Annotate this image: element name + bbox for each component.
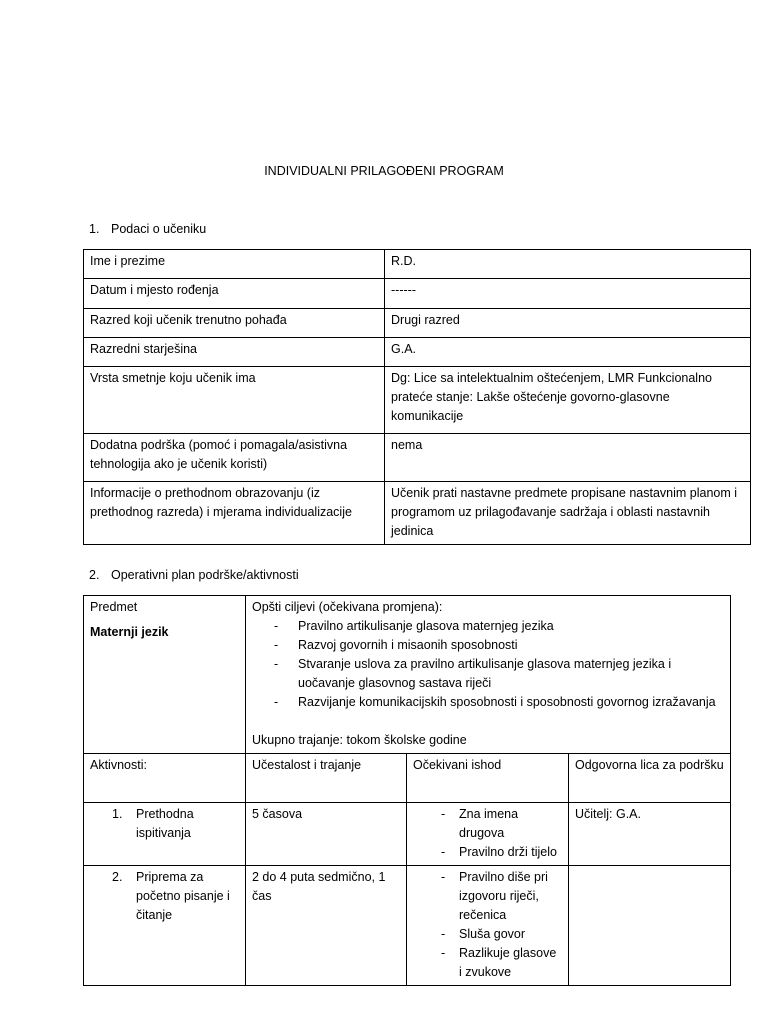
goals-cell xyxy=(246,596,731,754)
responsible-cell xyxy=(569,866,731,986)
list-item xyxy=(90,805,239,843)
table-row xyxy=(84,367,751,434)
activity-name: Priprema za početno pisanje i čitanje xyxy=(136,870,230,922)
row-value: G.A. xyxy=(385,338,751,367)
responsible-cell: Učitelj: G.A. xyxy=(569,803,731,866)
list-item: - Razvijanje komunikacijskih sposobnosti i sposobnosti govornog izražavanja xyxy=(252,693,724,712)
list-item: - Pravilno artikulisanje glasova maternjeg jezika xyxy=(252,617,724,636)
total-duration: Ukupno trajanje: tokom školske godine xyxy=(252,733,467,747)
column-header: Odgovorna lica za podršku xyxy=(569,754,731,803)
list-item: - Pravilno diše pri izgovoru riječi, rečenica xyxy=(413,868,562,925)
frequency-cell: 2 do 4 puta sedmično, 1 čas xyxy=(246,866,407,986)
row-label: Datum i mjesto rođenja xyxy=(84,279,385,309)
subject-label: Predmet xyxy=(90,600,138,614)
row-label: Ime i prezime xyxy=(84,250,385,279)
row-value: Drugi razred xyxy=(385,309,751,338)
section2-heading xyxy=(89,568,299,582)
activity-name: Prethodna ispitivanja xyxy=(136,807,194,840)
section1-heading xyxy=(89,222,206,236)
row-value: Dg: Lice sa intelektualnim oštećenjem, LMR Funkcionalno prateće stanje: Lakše oštećenje govorno-glasovne komunikacije xyxy=(385,367,751,434)
table-row xyxy=(84,434,751,482)
list-item: - Pravilno drži tijelo xyxy=(413,843,562,862)
list-item: - Zna imena drugova xyxy=(413,805,562,843)
list-item: - Razvoj govornih i misaonih sposobnosti xyxy=(252,636,724,655)
column-header: Aktivnosti: xyxy=(84,754,246,803)
list-item: - Sluša govor xyxy=(413,925,562,944)
row-label: Razred koji učenik trenutno pohađa xyxy=(84,309,385,338)
student-info-table xyxy=(83,249,751,545)
activity-cell xyxy=(84,803,246,866)
outcome-cell xyxy=(407,803,569,866)
column-header: Očekivani ishod xyxy=(407,754,569,803)
table-row xyxy=(84,279,751,309)
activity-number: 1. xyxy=(112,807,123,821)
row-label: Vrsta smetnje koju učenik ima xyxy=(84,367,385,434)
document-title: INDIVIDUALNI PRILAGOĐENI PROGRAM xyxy=(264,164,504,178)
goals-title: Opšti ciljevi (očekivana promjena): xyxy=(252,600,443,614)
section1-title: Podaci o učeniku xyxy=(111,222,207,236)
section1-number: 1. xyxy=(89,222,100,236)
row-value: R.D. xyxy=(385,250,751,279)
table-row xyxy=(84,866,731,986)
table-row xyxy=(84,250,751,279)
activity-number: 2. xyxy=(112,870,123,884)
table-row xyxy=(84,482,751,545)
activity-cell xyxy=(84,866,246,986)
subject-value: Maternji jezik xyxy=(90,625,169,639)
row-value: ------ xyxy=(385,279,751,309)
table-row xyxy=(84,754,731,803)
column-header: Učestalost i trajanje xyxy=(246,754,407,803)
support-plan-table xyxy=(83,595,731,986)
table-row xyxy=(84,338,751,367)
section2-number: 2. xyxy=(89,568,100,582)
row-value: nema xyxy=(385,434,751,482)
list-item xyxy=(90,868,239,925)
table-row xyxy=(84,309,751,338)
row-label: Razredni starješina xyxy=(84,338,385,367)
section2-title: Operativni plan podrške/aktivnosti xyxy=(111,568,299,582)
row-value: Učenik prati nastavne predmete propisane nastavnim planom i programom uz prilagođavanje sadržaja i oblasti nastavnih jedinica xyxy=(385,482,751,545)
row-label: Dodatna podrška (pomoć i pomagala/asistivna tehnologija ako je učenik koristi) xyxy=(84,434,385,482)
list-item: - Razlikuje glasove i zvukove xyxy=(413,944,562,982)
table-row xyxy=(84,803,731,866)
subject-cell xyxy=(84,596,246,754)
row-label: Informacije o prethodnom obrazovanju (iz prethodnog razreda) i mjerama individualizacije xyxy=(84,482,385,545)
goals-list xyxy=(252,617,724,712)
outcome-cell xyxy=(407,866,569,986)
list-item: - Stvaranje uslova za pravilno artikulisanje glasova maternjeg jezika i uočavanje glasovnog sastava riječi xyxy=(252,655,724,693)
table-row xyxy=(84,596,731,754)
frequency-cell: 5 časova xyxy=(246,803,407,866)
